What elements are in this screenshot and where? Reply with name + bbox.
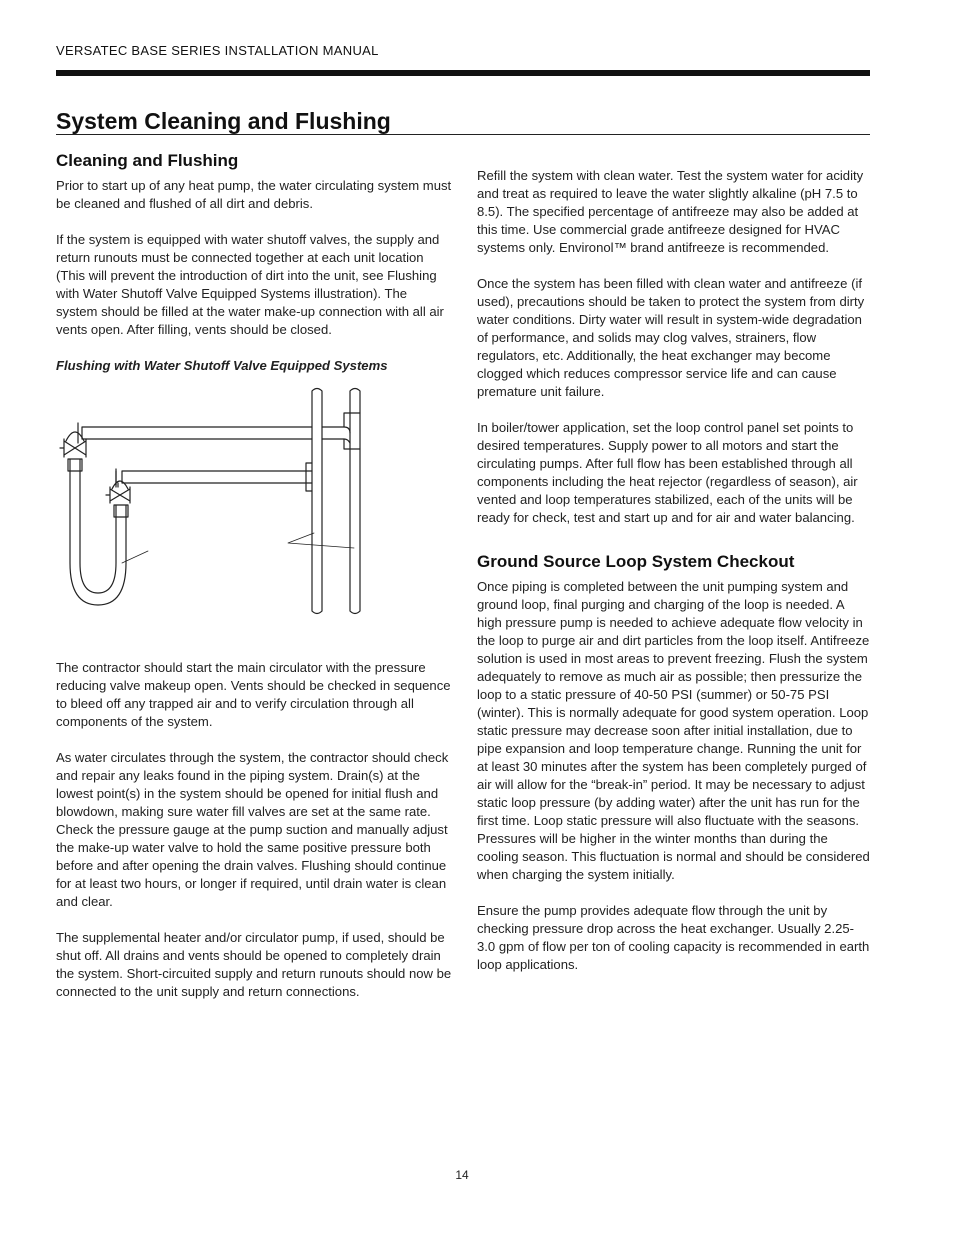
header-rule — [56, 70, 870, 76]
upper-runout-pipe — [78, 423, 312, 443]
title-rule — [56, 134, 870, 135]
manual-title: VERSATEC BASE SERIES INSTALLATION MANUAL — [56, 43, 379, 58]
paragraph: Ensure the pump provides adequate flow through the unit by checking pressure drop across the heat exchanger. Usually 2.25-3.0 gpm of flow per ton of cooling capacity is recommended in earth loop applications. — [477, 903, 870, 972]
paragraph: If the system is equipped with water shutoff valves, the supply and return runouts must be connected together at each unit location (This will prevent the introduction of dirt into the unit, see Flushing with Water Shutoff Valve Equipped Systems illustration). The system should be filled at the water make-up connection with all air vents open. After filling, vents should be closed. — [56, 232, 444, 337]
flex-hose — [70, 471, 126, 605]
paragraph: Prior to start up of any heat pump, the water circulating system must be cleaned and flushed of all dirt and debris. — [56, 178, 452, 211]
paragraph: Refill the system with clean water. Test the system water for acidity and treat as required to leave the water slightly alkaline (pH 7.5 to 8.5). The specified percentage of antifreeze may also be added at this time. Use commercial grade antifreeze designed for HVAC systems only. Environol™ brand antifreeze is recommended. — [477, 168, 864, 255]
lower-runout-pipe — [116, 469, 312, 485]
flushing-diagram — [56, 383, 452, 633]
left-column — [56, 150, 452, 1019]
figure-caption: Flushing with Water Shutoff Valve Equipped Systems — [56, 358, 388, 373]
page-number: 14 — [455, 1168, 469, 1182]
riser-pipe-2 — [350, 389, 360, 614]
right-column — [477, 167, 872, 992]
section-heading-ground-source: Ground Source Loop System Checkout — [477, 552, 795, 571]
paragraph: The contractor should start the main circulator with the pressure reducing valve makeup open. Vents should be checked in sequence to bleed off any trapped air and to verify circulation through all components of the system. — [56, 660, 451, 729]
page-title: System Cleaning and Flushing — [56, 108, 391, 134]
paragraph: Once the system has been filled with clean water and antifreeze (if used), precautions should be taken to protect the system from dirty water conditions. Dirty water will result in system-wide degradation of performance, and solids may clog valves, strainers, flow regulators, etc. Additionally, the heat exchanger may become clogged which reduces compressor service life and can cause premature unit failure. — [477, 276, 865, 399]
riser-pipe-1 — [312, 389, 322, 614]
paragraph: The supplemental heater and/or circulator pump, if used, should be shut off. All drains and vents should be opened to completely drain the system. Short-circuited supply and return runouts should now be connected to the unit supply and return connections. — [56, 930, 452, 999]
paragraph: As water circulates through the system, the contractor should check and repair any leaks found in the piping system. Drain(s) at the lowest point(s) in the system should be opened for initial flush and blowdown, making sure water fill valves are set at the same rate. Check the pressure gauge at the pump suction and manually adjust the make-up water valve to hold the same positive pressure both before and after opening the drain valves. Flushing should continue for at least two hours, or longer if required, until drain water is clean and clear. — [56, 750, 449, 909]
paragraph: In boiler/tower application, set the loop control panel set points to desired temperatures. Supply power to all motors and start the circulating pumps. After full flow has been established through all components including the heat rejector (regardless of season), air vented and loop temperatures stabilized, each of the units will be ready for check, test and start up and for air and water balancing. — [477, 420, 858, 525]
paragraph: Once piping is completed between the unit pumping system and ground loop, final purging and charging of the loop is needed. A high pressure pump is needed to achieve adequate flow velocity in the loop to purge air and dirt particles from the loop itself. Antifreeze solution is used in most areas to prevent freezing. Flush the system adequately to remove as much air as possible; then pressurize the loop to a static pressure of 40-50 PSI (summer) or 50-75 PSI (winter). This is normally adequate for good system operation. Loop static pressure may decrease soon after initial installation, due to pipe expansion and loop temperature change. Running the unit for at least 30 minutes after the system has been completely purged of air will allow for the “break-in” period. It may be necessary to adjust static loop pressure (by adding water) after the unit has run for the first time. Loop static pressure will also fluctuate with the seasons. Pressures will be higher in the winter months than during the cooling season. This fluctuation is normal and should be considered when charging the system initially. — [477, 579, 870, 882]
upper-valve — [60, 439, 86, 457]
lower-valve — [106, 487, 130, 503]
section-heading-cleaning: Cleaning and Flushing — [56, 151, 239, 170]
